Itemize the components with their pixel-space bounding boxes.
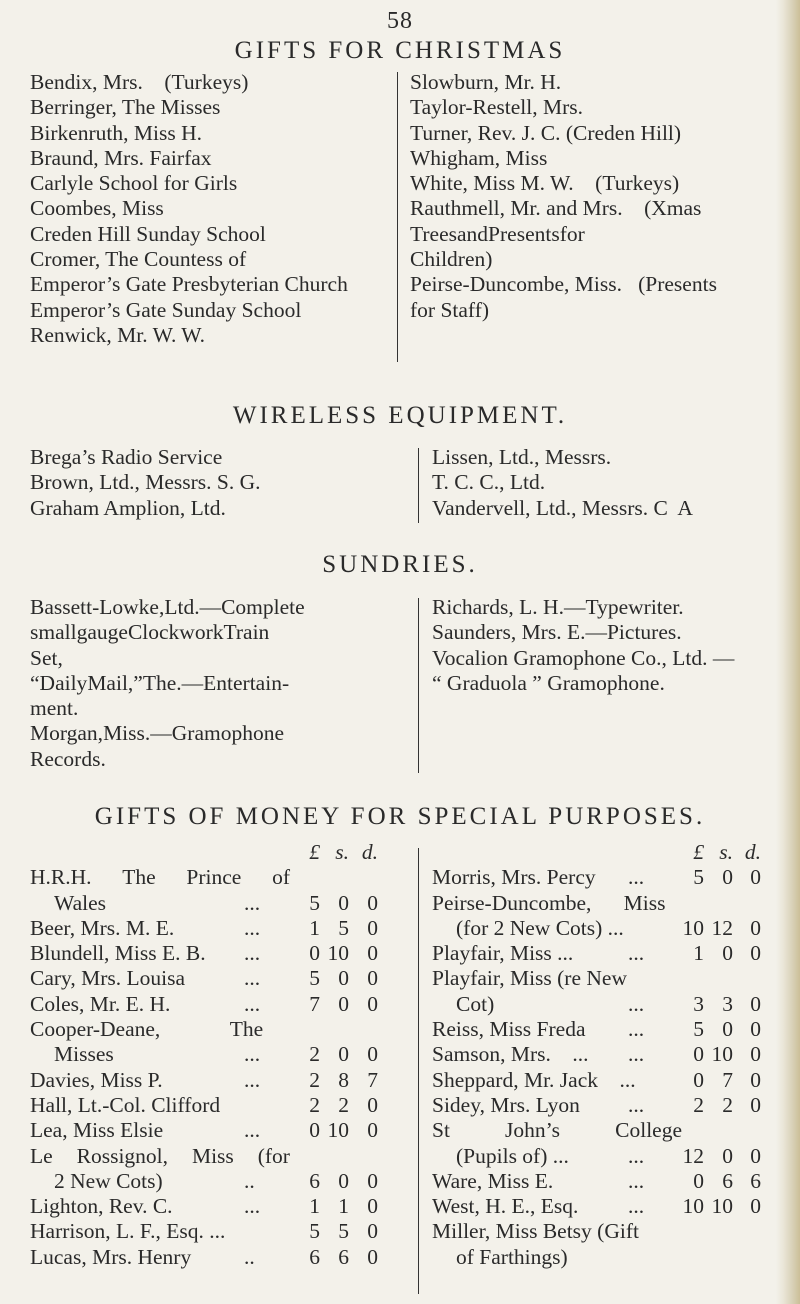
pence-value: 0 xyxy=(750,941,761,966)
donor-name: Cary, Mrs. Louisa xyxy=(30,966,186,991)
pence-value: 0 xyxy=(367,915,378,940)
donor-entry: Graham Amplion, Ltd. xyxy=(30,495,226,520)
word: Mail,” xyxy=(87,670,143,695)
donor-entry: Set, xyxy=(30,645,63,670)
shillings-value: 0 xyxy=(722,941,733,966)
money-row xyxy=(30,1144,405,1169)
donor-entry: Saunders, Mrs. E.—Pictures. xyxy=(432,620,682,645)
donor-entry: Lissen, Ltd., Messrs. xyxy=(432,445,612,469)
money-row xyxy=(432,1144,777,1169)
word: gauge xyxy=(76,620,128,645)
donor-name: Wales xyxy=(54,890,106,915)
pence-value: 0 xyxy=(367,1092,378,1117)
pence-value: 0 xyxy=(750,915,761,940)
donor-name: West, H. E., Esq. xyxy=(432,1194,579,1219)
shillings-value: 0 xyxy=(338,890,349,915)
donor-name: Playfair, Miss (re New xyxy=(432,966,627,991)
shillings-value: 10 xyxy=(711,1042,733,1067)
donor-entry: Peirse-Duncombe, Miss. (Presents xyxy=(410,272,717,297)
money-row xyxy=(30,865,405,890)
donor-entry: Berringer, The Misses xyxy=(30,95,221,120)
leader-dots: ... xyxy=(628,991,645,1016)
pounds-value: 5 xyxy=(309,966,320,991)
word: College xyxy=(615,1118,682,1143)
money-row xyxy=(432,1169,777,1194)
shillings-value: 7 xyxy=(722,1067,733,1092)
word: small xyxy=(30,620,77,645)
leader-dots: ... xyxy=(244,915,261,940)
word: (for xyxy=(257,1143,290,1168)
word: for xyxy=(559,221,585,246)
donor-entry: Creden Hill Sunday School xyxy=(30,221,266,246)
pounds-value: 1 xyxy=(309,915,320,940)
word: H.R.H. xyxy=(30,865,92,890)
donor-name: Cooper-Deane, The xyxy=(30,1017,264,1042)
shillings-value: 8 xyxy=(338,1067,349,1092)
donor-entry: T. C. C., Ltd. xyxy=(432,470,546,495)
pence-value: 7 xyxy=(367,1067,378,1092)
word: Presents xyxy=(488,221,560,246)
shillings-value: 2 xyxy=(722,1092,733,1117)
donor-name: 2 New Cots) xyxy=(54,1168,163,1193)
leader-dots: ... xyxy=(244,966,261,991)
pounds-value: 5 xyxy=(309,1219,320,1244)
donor-entry: Coombes, Miss xyxy=(30,196,164,221)
donor-entry: Carlyle School for Girls xyxy=(30,171,238,196)
money-row xyxy=(432,966,777,991)
donor-entry: Slowburn, Mr. H. xyxy=(410,70,562,94)
word: Train xyxy=(223,620,270,645)
pounds-value: 0 xyxy=(693,1168,704,1193)
pence-value: 0 xyxy=(367,941,378,966)
money-left-table xyxy=(30,840,405,1270)
christmas-right-column xyxy=(410,70,770,323)
donor-name: Playfair, Miss ... xyxy=(432,941,574,966)
money-row xyxy=(30,992,405,1017)
donor-entry: Renwick, Mr. W. W. xyxy=(30,322,206,347)
donor-entry: Whigham, Miss xyxy=(410,145,548,170)
money-row xyxy=(30,1068,405,1093)
money-row xyxy=(30,1042,405,1067)
money-row xyxy=(30,966,405,991)
donor-entry: Richards, L. H.—Typewriter. xyxy=(432,595,684,619)
pounds-value: 2 xyxy=(309,1067,320,1092)
money-row xyxy=(432,1118,777,1143)
money-row xyxy=(432,941,777,966)
leader-dots: ... xyxy=(628,1143,645,1168)
donor-entry: Turner, Rev. J. C. (Creden Hill) xyxy=(410,120,682,145)
pence-value: 0 xyxy=(367,1168,378,1193)
donor-name xyxy=(30,1144,290,1169)
pence-value: 0 xyxy=(367,1219,378,1244)
shillings-value: 10 xyxy=(711,1194,733,1219)
leader-dots: ... xyxy=(244,941,261,966)
pounds-value: 10 xyxy=(682,1194,704,1219)
donor-name: Coles, Mr. E. H. xyxy=(30,991,171,1016)
leader-dots: ... xyxy=(244,1118,261,1143)
word: Miss xyxy=(191,1143,234,1168)
word: of xyxy=(272,865,290,890)
pence-value: 0 xyxy=(750,1042,761,1067)
shillings-value: 3 xyxy=(722,991,733,1016)
word: Prince xyxy=(186,865,242,890)
currency-unit: d. xyxy=(744,840,761,864)
leader-dots: .. xyxy=(244,1244,255,1269)
donor-name: Morris, Mrs. Percy xyxy=(432,865,596,890)
shillings-value: 5 xyxy=(338,1219,349,1244)
shillings-value: 0 xyxy=(338,991,349,1016)
word: The.—Entertain- xyxy=(142,670,290,695)
donor-name: Lighton, Rev. C. xyxy=(30,1194,173,1219)
pence-value: 0 xyxy=(367,1244,378,1269)
donor-name: of Farthings) xyxy=(456,1244,568,1269)
donor-name: Beer, Mrs. M. E. xyxy=(30,915,175,940)
leader-dots: ... xyxy=(244,1067,261,1092)
shillings-value: 0 xyxy=(722,1143,733,1168)
pounds-value: 0 xyxy=(693,1042,704,1067)
donor-entry: Brown, Ltd., Messrs. S. G. xyxy=(30,470,261,495)
sundries-heading: SUNDRIES. xyxy=(322,551,478,578)
pence-value: 0 xyxy=(367,1194,378,1219)
donor-entry xyxy=(30,620,395,645)
money-row xyxy=(30,1017,405,1042)
donor-name: Hall, Lt.-Col. Clifford xyxy=(30,1092,221,1117)
money-row xyxy=(432,1017,777,1042)
donor-entry: White, Miss M. W. (Turkeys) xyxy=(410,171,680,196)
christmas-left-column xyxy=(30,70,380,348)
donor-entry xyxy=(30,721,395,746)
donor-name: Sidey, Mrs. Lyon xyxy=(432,1092,580,1117)
word: St xyxy=(432,1118,450,1143)
leader-dots: ... xyxy=(628,1042,645,1067)
donor-name: Ware, Miss E. xyxy=(432,1168,554,1193)
currency-unit: s. xyxy=(719,840,733,864)
column-divider xyxy=(397,72,398,362)
currency-unit: s. xyxy=(335,840,349,864)
word: Rossignol, xyxy=(76,1143,169,1168)
pounds-value: 0 xyxy=(309,1118,320,1143)
word: and xyxy=(457,221,489,246)
money-row xyxy=(30,1219,405,1244)
donor-name: Reiss, Miss Freda xyxy=(432,1017,586,1042)
wireless-heading: WIRELESS EQUIPMENT. xyxy=(232,402,568,429)
leader-dots: ... xyxy=(628,941,645,966)
pence-value: 0 xyxy=(750,1067,761,1092)
leader-dots: .. xyxy=(244,1168,255,1193)
shillings-value: 0 xyxy=(722,1017,733,1042)
money-right-table xyxy=(432,840,777,1270)
word: Ltd.—Complete xyxy=(164,595,305,619)
donor-entry: ment. xyxy=(30,696,79,721)
donor-name xyxy=(30,865,290,890)
leader-dots: ... xyxy=(628,1168,645,1193)
donor-entry xyxy=(30,595,395,620)
donor-name: Miller, Miss Betsy (Gift xyxy=(432,1219,639,1244)
currency-unit: £ xyxy=(309,840,320,864)
pence-value: 0 xyxy=(750,1017,761,1042)
word: Le xyxy=(30,1143,53,1168)
shillings-value: 0 xyxy=(338,966,349,991)
money-row xyxy=(432,1068,777,1093)
money-row xyxy=(432,1093,777,1118)
pounds-value: 1 xyxy=(693,941,704,966)
donor-name: Cot) xyxy=(456,991,495,1016)
donor-name: Sheppard, Mr. Jack ... xyxy=(432,1067,636,1092)
pounds-value: 5 xyxy=(693,1017,704,1042)
money-row xyxy=(432,1042,777,1067)
money-row xyxy=(30,1194,405,1219)
money-row xyxy=(432,865,777,890)
donor-entry: “ Graduola ” Gramophone. xyxy=(432,670,665,695)
donor-name: Misses xyxy=(54,1042,114,1067)
pounds-value: 6 xyxy=(309,1244,320,1269)
money-heading: GIFTS OF MONEY FOR SPECIAL PURPOSES. xyxy=(94,803,706,830)
shillings-value: 0 xyxy=(338,1042,349,1067)
leader-dots: ... xyxy=(244,1042,261,1067)
donor-entry: Records. xyxy=(30,746,106,771)
donor-name: Lucas, Mrs. Henry xyxy=(30,1244,192,1269)
donor-name xyxy=(432,1118,682,1143)
wireless-left-column xyxy=(30,445,380,521)
column-divider xyxy=(418,848,419,1294)
money-row xyxy=(30,1118,405,1143)
donor-name: Lea, Miss Elsie xyxy=(30,1118,164,1143)
word: Clockwork xyxy=(127,620,224,645)
leader-dots: ... xyxy=(628,865,645,890)
donor-entry: Children) xyxy=(410,247,493,272)
donor-entry: Cromer, The Countess of xyxy=(30,247,247,272)
leader-dots: ... xyxy=(628,1017,645,1042)
money-row xyxy=(30,916,405,941)
pounds-value: 3 xyxy=(693,991,704,1016)
shillings-value: 1 xyxy=(338,1194,349,1219)
christmas-heading: GIFTS FOR CHRISTMAS xyxy=(234,37,566,64)
leader-dots: ... xyxy=(244,991,261,1016)
pounds-value: 7 xyxy=(309,991,320,1016)
pounds-value: 6 xyxy=(309,1168,320,1193)
shillings-value: 6 xyxy=(338,1244,349,1269)
pence-value: 0 xyxy=(750,865,761,890)
word: Morgan, xyxy=(30,721,104,746)
word: “Daily xyxy=(30,670,88,695)
pounds-value: 12 xyxy=(682,1143,704,1168)
donor-entry: Emperor’s Gate Sunday School xyxy=(30,297,302,322)
word: John’s xyxy=(505,1118,561,1143)
currency-unit: d. xyxy=(361,840,378,864)
pence-value: 0 xyxy=(367,991,378,1016)
word: Trees xyxy=(410,221,457,246)
leader-dots: ... xyxy=(244,1194,261,1219)
pence-value: 0 xyxy=(367,966,378,991)
donor-entry: Bendix, Mrs. (Turkeys) xyxy=(30,70,249,94)
pounds-value: 5 xyxy=(693,865,704,890)
money-row xyxy=(432,1245,777,1270)
donor-name: Harrison, L. F., Esq. ... xyxy=(30,1219,226,1244)
pence-value: 0 xyxy=(367,1042,378,1067)
donor-entry: Vocalion Gramophone Co., Ltd. — xyxy=(432,645,735,670)
donor-name: Davies, Miss P. xyxy=(30,1067,163,1092)
shillings-value: 0 xyxy=(722,865,733,890)
sundries-left-column xyxy=(30,595,395,772)
donor-name: (Pupils of) ... xyxy=(456,1143,569,1168)
word: Bassett-Lowke, xyxy=(30,595,165,619)
wireless-right-column xyxy=(432,445,777,521)
word: The xyxy=(122,865,156,890)
currency-header xyxy=(432,840,777,865)
shillings-value: 2 xyxy=(338,1092,349,1117)
donor-name: Samson, Mrs. ... xyxy=(432,1042,589,1067)
donor-name: (for 2 New Cots) ... xyxy=(456,915,624,940)
money-row xyxy=(432,992,777,1017)
column-divider xyxy=(418,448,419,523)
pence-value: 0 xyxy=(367,1118,378,1143)
donor-entry: Brega’s Radio Service xyxy=(30,445,223,469)
pounds-value: 1 xyxy=(309,1194,320,1219)
donor-name: Peirse-Duncombe, Miss xyxy=(432,890,666,915)
donor-entry xyxy=(30,671,395,696)
word: Miss.—Gramophone xyxy=(103,721,285,746)
shillings-value: 6 xyxy=(722,1168,733,1193)
money-row xyxy=(432,916,777,941)
shillings-value: 12 xyxy=(711,915,733,940)
pence-value: 0 xyxy=(750,1092,761,1117)
pounds-value: 0 xyxy=(309,941,320,966)
pounds-value: 5 xyxy=(309,890,320,915)
money-row xyxy=(432,1219,777,1244)
donor-entry: Emperor’s Gate Presbyterian Church xyxy=(30,272,348,297)
shillings-value: 10 xyxy=(327,1118,349,1143)
donor-entry: Vandervell, Ltd., Messrs. C A xyxy=(432,495,693,520)
shillings-value: 0 xyxy=(338,1168,349,1193)
donor-entry: Rauthmell, Mr. and Mrs. (Xmas xyxy=(410,196,702,221)
money-row xyxy=(30,1245,405,1270)
pounds-value: 0 xyxy=(693,1067,704,1092)
money-row xyxy=(30,1169,405,1194)
pence-value: 0 xyxy=(750,991,761,1016)
pounds-value: 2 xyxy=(309,1092,320,1117)
donor-entry: Taylor-Restell, Mrs. xyxy=(410,95,584,120)
money-row xyxy=(432,891,777,916)
shillings-value: 5 xyxy=(338,915,349,940)
currency-unit: £ xyxy=(693,840,704,864)
page-edge-shadow xyxy=(776,0,800,1304)
column-divider xyxy=(418,598,419,773)
pounds-value: 10 xyxy=(682,915,704,940)
shillings-value: 10 xyxy=(327,941,349,966)
page-number: 58 xyxy=(387,8,413,34)
money-row xyxy=(30,941,405,966)
money-row xyxy=(30,1093,405,1118)
donor-entry xyxy=(410,222,770,247)
sundries-right-column xyxy=(432,595,777,696)
leader-dots: ... xyxy=(628,1194,645,1219)
donor-name: Blundell, Miss E. B. xyxy=(30,941,206,966)
pence-value: 0 xyxy=(367,890,378,915)
donor-entry: for Staff) xyxy=(410,297,490,322)
pence-value: 6 xyxy=(750,1168,761,1193)
pounds-value: 2 xyxy=(309,1042,320,1067)
pounds-value: 2 xyxy=(693,1092,704,1117)
money-row xyxy=(30,891,405,916)
donor-entry: Braund, Mrs. Fairfax xyxy=(30,145,212,170)
pence-value: 0 xyxy=(750,1143,761,1168)
leader-dots: ... xyxy=(628,1092,645,1117)
currency-header xyxy=(30,840,405,865)
pence-value: 0 xyxy=(750,1194,761,1219)
leader-dots: ... xyxy=(244,890,261,915)
donor-entry: Birkenruth, Miss H. xyxy=(30,120,202,145)
money-row xyxy=(432,1194,777,1219)
